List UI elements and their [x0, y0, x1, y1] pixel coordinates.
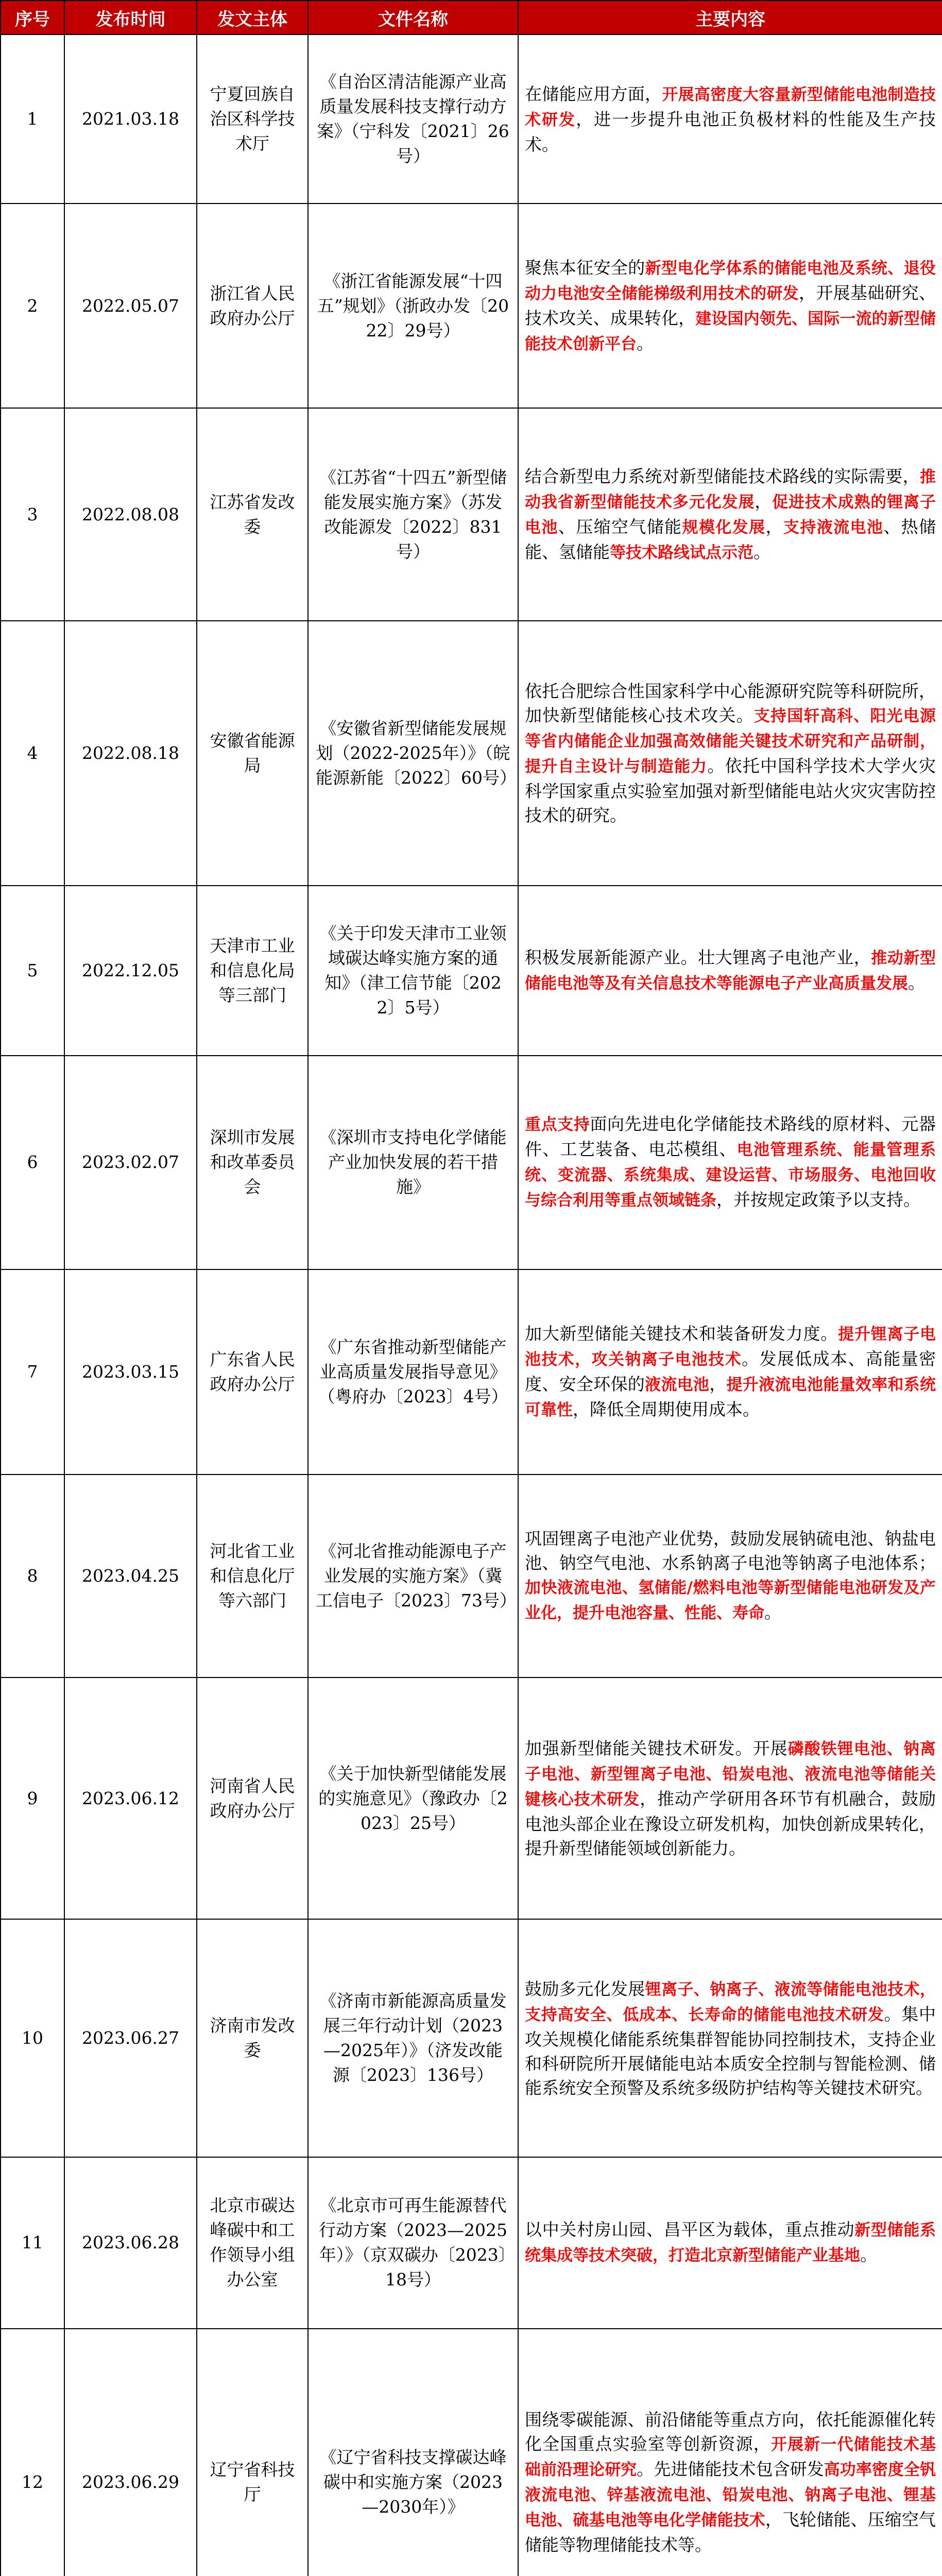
cell-issuer: 济南市发改委 — [197, 1919, 308, 2157]
cell-content — [518, 1056, 942, 1269]
highlight-text: 加快液流电池、氢储能/燃料电池等新型储能电池研发及产业化，提升电池容量、性能、寿命 — [525, 1579, 936, 1623]
cell-doc: 《关于加快新型储能发展的实施意见》（豫政办〔2023〕25号） — [308, 1677, 518, 1919]
cell-no: 7 — [1, 1269, 64, 1475]
cell-date: 2023.06.12 — [64, 1677, 197, 1919]
cell-no: 6 — [1, 1056, 64, 1269]
cell-no: 12 — [1, 2329, 64, 2576]
content-text: ，降低全周期使用成本。 — [573, 1399, 760, 1419]
cell-doc: 《江苏省“十四五”新型储能发展实施方案》（苏发改能源发〔2022〕831号） — [308, 408, 518, 620]
header-row — [1, 1, 942, 35]
cell-date: 2022.08.08 — [64, 408, 197, 620]
content-text: 。 — [860, 2245, 877, 2265]
cell-doc: 《北京市可再生能源替代行动方案（2023—2025年）》（京双碳办〔2023〕18号） — [308, 2157, 518, 2329]
cell-no: 9 — [1, 1677, 64, 1919]
cell-issuer: 河北省工业和信息化厅等六部门 — [197, 1475, 308, 1677]
content-text: ，并按规定政策予以支持。 — [716, 1190, 920, 1210]
cell-no: 3 — [1, 408, 64, 620]
cell-date: 2021.03.18 — [64, 35, 197, 204]
content-text: 、压缩空气储能 — [558, 516, 682, 537]
cell-issuer: 天津市工业和信息化局等三部门 — [197, 886, 308, 1056]
content-text: 加强新型储能关键技术研发。开展 — [525, 1738, 788, 1759]
content-text: ， — [765, 516, 783, 537]
content-text: 、热储能、氢储能 — [525, 516, 936, 562]
header-no: 序号 — [1, 1, 64, 35]
table-row — [1, 886, 942, 1056]
highlight-text: 推动新型储能电池等及有关信息技术等能源电子产业高质量发展 — [525, 949, 936, 993]
content-text: ，开展基础研究、技术攻关、成果转化， — [525, 282, 936, 328]
header-content: 主要内容 — [518, 1, 942, 35]
cell-issuer: 广东省人民政府办公厅 — [197, 1269, 308, 1475]
table-row — [1, 35, 942, 204]
cell-issuer: 宁夏回族自治区科学技术厅 — [197, 35, 308, 204]
cell-issuer: 深圳市发展和改革委员会 — [197, 1056, 308, 1269]
cell-date: 2023.06.28 — [64, 2157, 197, 2329]
cell-date: 2023.02.07 — [64, 1056, 197, 1269]
highlight-text: 磷酸铁锂电池、钠离子电池、新型锂离子电池、铅炭电池、液流电池等储能关键核心技术研发 — [525, 1740, 936, 1809]
header-doc: 文件名称 — [308, 1, 518, 35]
highlight-text: 建设国内领先、国际一流的新型储能技术创新平台 — [525, 309, 936, 353]
cell-no: 11 — [1, 2157, 64, 2329]
cell-content — [518, 1269, 942, 1475]
header-date: 发布时间 — [64, 1, 197, 35]
content-text: ，进一步提升电池正负极材料的性能及生产技术。 — [525, 109, 936, 155]
content-text: 鼓励多元化发展 — [525, 1978, 645, 1999]
content-text: ， — [755, 491, 773, 512]
cell-content — [518, 621, 942, 886]
highlight-text: 新型储能系统集成等技术突破，打造北京新型储能产业基地 — [525, 2221, 936, 2265]
cell-doc: 《河北省推动能源电子产业发展的实施方案》（冀工信电子〔2023〕73号） — [308, 1475, 518, 1677]
highlight-text: 推动我省新型储能技术多元化发展 — [525, 467, 936, 512]
highlight-text: 新型电化学体系的储能电池及系统、退役动力电池安全储能梯级利用技术的研发 — [525, 259, 936, 303]
table-row — [1, 1475, 942, 1677]
cell-content — [518, 408, 942, 620]
content-text: 。集中攻关规模化储能系统集群智能协同控制技术，支持企业和科研院所开展储能电站本质安全控制与智能检测、储能系统安全预警及系统多级防护结构等关键技术研究。 — [525, 2004, 936, 2098]
cell-issuer: 河南省人民政府办公厅 — [197, 1677, 308, 1919]
cell-content — [518, 886, 942, 1056]
content-text: 在储能应用方面， — [525, 83, 662, 104]
content-text: 。 — [753, 541, 770, 562]
cell-issuer: 江苏省发改委 — [197, 408, 308, 620]
cell-date: 2022.12.05 — [64, 886, 197, 1056]
cell-no: 4 — [1, 621, 64, 886]
cell-doc: 《安徽省新型储能发展规划（2022-2025年）》（皖能源新能〔2022〕60号） — [308, 621, 518, 886]
cell-no: 5 — [1, 886, 64, 1056]
table-row — [1, 1919, 942, 2157]
content-text: 聚焦本征安全的 — [525, 257, 645, 278]
table-row — [1, 1677, 942, 1919]
table-row — [1, 204, 942, 408]
content-text: 。 — [908, 973, 925, 993]
content-text: 结合新型电力系统对新型储能技术路线的实际需要， — [525, 466, 920, 486]
table-row — [1, 2329, 942, 2576]
highlight-text: 重点支持 — [525, 1115, 590, 1134]
content-text: 。 — [764, 1602, 781, 1623]
cell-doc: 《深圳市支持电化学储能产业加快发展的若干措施》 — [308, 1056, 518, 1269]
table-row — [1, 1269, 942, 1475]
content-text: ， — [709, 1374, 727, 1394]
content-text: 加大新型储能关键技术和装备研发力度。 — [525, 1323, 838, 1344]
content-text: 。 — [637, 333, 654, 353]
cell-content — [518, 35, 942, 204]
cell-no: 8 — [1, 1475, 64, 1677]
cell-date: 2022.08.18 — [64, 621, 197, 886]
cell-no: 2 — [1, 204, 64, 408]
highlight-text: 支持国轩高科、阳光电源等省内储能企业加强高效储能关键技术研究和产品研制，提升自主设计与制造能力 — [525, 706, 936, 776]
cell-doc: 《广东省推动新型储能产业高质量发展指导意见》（粤府办〔2023〕4号） — [308, 1269, 518, 1475]
cell-content — [518, 204, 942, 408]
cell-content — [518, 2157, 942, 2329]
cell-content — [518, 1677, 942, 1919]
highlight-text: 开展新一代储能技术基础前沿理论研究 — [525, 2435, 936, 2480]
content-text: 依托合肥综合性国家科学中心能源研究院等科研院所，加快新型储能核心技术攻关。 — [525, 681, 936, 725]
cell-date: 2023.03.15 — [64, 1269, 197, 1475]
content-text: 以中关村房山园、昌平区为载体，重点推动 — [525, 2219, 855, 2240]
highlight-text: 液流电池 — [645, 1375, 710, 1394]
table-body — [1, 35, 942, 2576]
content-text: 面向先进电化学储能技术路线的原材料、元器件、工艺装备、电芯模组、 — [525, 1114, 936, 1160]
cell-issuer: 浙江省人民政府办公厅 — [197, 204, 308, 408]
content-text: 。发展低成本、高能量密度、安全环保的 — [525, 1348, 936, 1394]
cell-no: 1 — [1, 35, 64, 204]
highlight-text: 规模化发展 — [682, 518, 766, 537]
cell-issuer: 北京市碳达峰碳中和工作领导小组办公室 — [197, 2157, 308, 2329]
content-text: 围绕零碳能源、前沿储能等重点方向，依托能源催化转化全国重点实验室等创新资源， — [525, 2410, 936, 2454]
cell-content — [518, 2329, 942, 2576]
highlight-text: 开展高密度大容量新型储能电池制造技术研发 — [525, 85, 936, 129]
content-text: ，推动产学研用各环节有机融合，鼓励电池头部企业在豫设立研发机构，加快创新成果转化，提升新型储能领域创新能力。 — [525, 1789, 936, 1859]
cell-date: 2022.05.07 — [64, 204, 197, 408]
cell-no: 10 — [1, 1919, 64, 2157]
highlight-text: 提升液流电池能量效率和系统可靠性 — [525, 1375, 936, 1419]
content-text: ，飞轮储能、压缩空气储能等物理储能技术等。 — [525, 2510, 936, 2555]
cell-doc: 《关于印发天津市工业领域碳达峰实施方案的通知》（津工信节能〔2022〕5号） — [308, 886, 518, 1056]
cell-issuer: 辽宁省科技厅 — [197, 2329, 308, 2576]
cell-content — [518, 1475, 942, 1677]
cell-date: 2023.06.27 — [64, 1919, 197, 2157]
highlight-text: 电池管理系统、能量管理系统、变流器、系统集成、建设运营、市场服务、电池回收与综合利用等重点领域链条 — [525, 1141, 936, 1210]
content-text: 巩固锂离子电池产业优势，鼓励发展钠硫电池、钠盐电池、钠空气电池、水系钠离子电池等钠离子电池体系； — [525, 1529, 936, 1573]
header-issuer: 发文主体 — [197, 1, 308, 35]
cell-content — [518, 1919, 942, 2157]
highlight-text: 等技术路线试点示范 — [610, 543, 753, 562]
cell-doc: 《浙江省能源发展“十四五”规划》（浙政办发〔2022〕29号） — [308, 204, 518, 408]
cell-doc: 《辽宁省科技支撑碳达峰碳中和实施方案（2023—2030年）》 — [308, 2329, 518, 2576]
cell-date: 2023.06.29 — [64, 2329, 197, 2576]
cell-doc: 《自治区清洁能源产业高质量发展科技支撑行动方案》（宁科发〔2021〕26号） — [308, 35, 518, 204]
table-row — [1, 621, 942, 886]
highlight-text: 提升锂离子电池技术，攻关钠离子电池技术 — [525, 1325, 936, 1369]
highlight-text: 促进技术成熟的锂离子电池 — [525, 493, 936, 537]
cell-issuer: 安徽省能源局 — [197, 621, 308, 886]
content-text: 积极发展新能源产业。壮大锂离子电池产业， — [525, 947, 871, 968]
cell-date: 2023.04.25 — [64, 1475, 197, 1677]
content-text: 。依托中国科学技术大学火灾科学国家重点实验室加强对新型储能电站火灾灾害防控技术的研究。 — [525, 755, 936, 825]
highlight-text: 锂离子、钠离子、液流等储能电池技术，支持高安全、低成本、长寿命的储能电池技术研发 — [525, 1980, 936, 2024]
highlight-text: 支持液流电池 — [783, 518, 884, 537]
table-row — [1, 1056, 942, 1269]
table-row — [1, 408, 942, 620]
table-row — [1, 2157, 942, 2329]
cell-doc: 《济南市新能源高质量发展三年行动计划（2023—2025年）》（济发改能源〔2023〕136号） — [308, 1919, 518, 2157]
highlight-text: 高功率密度全钒液流电池、锌基液流电池、铅炭电池、钠离子电池、锂基电池、硫基电池等电化学储能技术 — [525, 2461, 936, 2530]
content-text: 。先进储能技术包含研发 — [637, 2459, 824, 2480]
